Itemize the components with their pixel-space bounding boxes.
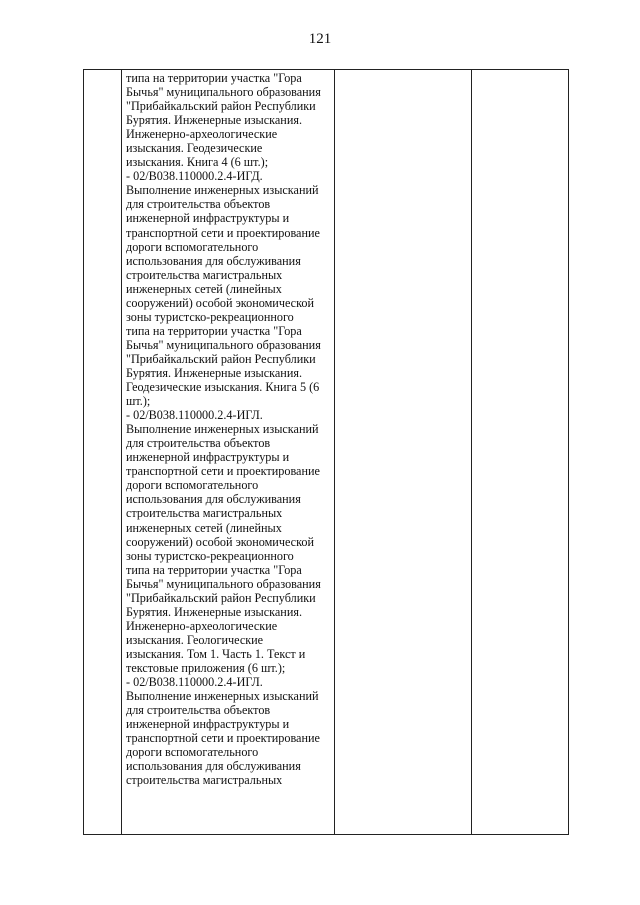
table-cell-number: [84, 70, 122, 835]
description-line: для строительства объектов: [126, 197, 271, 212]
description-line: инженерных сетей (линейных: [126, 281, 282, 296]
description-line: зоны туристско-рекреационного: [126, 309, 294, 324]
description-line: инженерной инфраструктуры и: [126, 211, 290, 226]
description-line: - 02/В038.110000.2.4-ИГЛ.: [126, 675, 263, 690]
description-line: изыскания. Геодезические: [126, 141, 263, 156]
description-line: дороги вспомогательного: [126, 478, 259, 493]
description-line: зоны туристско-рекреационного: [126, 548, 294, 563]
description-line: строительства магистральных: [126, 773, 283, 788]
description-line: сооружений) особой экономической: [126, 534, 314, 549]
description-line: "Прибайкальский район Республики: [126, 590, 316, 605]
description-line: Бурятия. Инженерные изыскания.: [126, 604, 302, 619]
document-table: [83, 69, 569, 835]
description-line: Бурятия. Инженерные изыскания.: [126, 113, 302, 128]
description-line: Геодезические изыскания. Книга 5 (6: [126, 380, 320, 395]
description-line: транспортной сети и проектирование: [126, 731, 320, 746]
description-line: Инженерно-археологические: [126, 618, 278, 633]
description-line: для строительства объектов: [126, 436, 271, 451]
description-line: Выполнение инженерных изысканий: [126, 422, 319, 437]
description-line: использования для обслуживания: [126, 253, 301, 268]
description-line: использования для обслуживания: [126, 492, 301, 507]
description-line: транспортной сети и проектирование: [126, 464, 320, 479]
description-line: Инженерно-археологические: [126, 127, 278, 142]
description-line: изыскания. Геологические: [126, 632, 264, 647]
description-line: Бурятия. Инженерные изыскания.: [126, 365, 302, 380]
table-cell-description: [122, 70, 335, 835]
description-line: - 02/В038.110000.2.4-ИГД.: [126, 169, 263, 184]
description-line: строительства магистральных: [126, 267, 283, 282]
description-line: сооружений) особой экономической: [126, 295, 314, 310]
description-line: изыскания. Том 1. Часть 1. Текст и: [126, 646, 306, 661]
description-line: строительства магистральных: [126, 506, 283, 521]
description-line: транспортной сети и проектирование: [126, 225, 320, 240]
description-line: Бычья" муниципального образования: [126, 337, 321, 352]
description-text: [122, 70, 334, 787]
description-line: использования для обслуживания: [126, 759, 301, 774]
table-cell-empty-3: [335, 70, 472, 835]
description-line: Выполнение инженерных изысканий: [126, 183, 319, 198]
description-line: инженерной инфраструктуры и: [126, 450, 290, 465]
description-line: инженерных сетей (линейных: [126, 520, 282, 535]
description-line: дороги вспомогательного: [126, 239, 259, 254]
description-line: Выполнение инженерных изысканий: [126, 689, 319, 704]
description-line: типа на территории участка "Гора: [126, 562, 302, 577]
description-line: шт.);: [126, 394, 151, 409]
description-line: дороги вспомогательного: [126, 745, 259, 760]
description-line: "Прибайкальский район Республики: [126, 351, 316, 366]
description-line: типа на территории участка "Гора: [126, 71, 302, 85]
table-row: [84, 70, 569, 835]
description-line: Бычья" муниципального образования: [126, 85, 321, 100]
description-line: для строительства объектов: [126, 703, 271, 718]
description-line: "Прибайкальский район Республики: [126, 99, 316, 114]
description-line: типа на территории участка "Гора: [126, 323, 302, 338]
description-line: - 02/В038.110000.2.4-ИГЛ.: [126, 408, 263, 423]
description-line: текстовые приложения (6 шт.);: [126, 660, 286, 675]
description-line: изыскания. Книга 4 (6 шт.);: [126, 155, 269, 170]
description-line: инженерной инфраструктуры и: [126, 717, 290, 732]
description-line: Бычья" муниципального образования: [126, 576, 321, 591]
table-cell-empty-4: [472, 70, 569, 835]
page-number: 121: [308, 31, 332, 47]
